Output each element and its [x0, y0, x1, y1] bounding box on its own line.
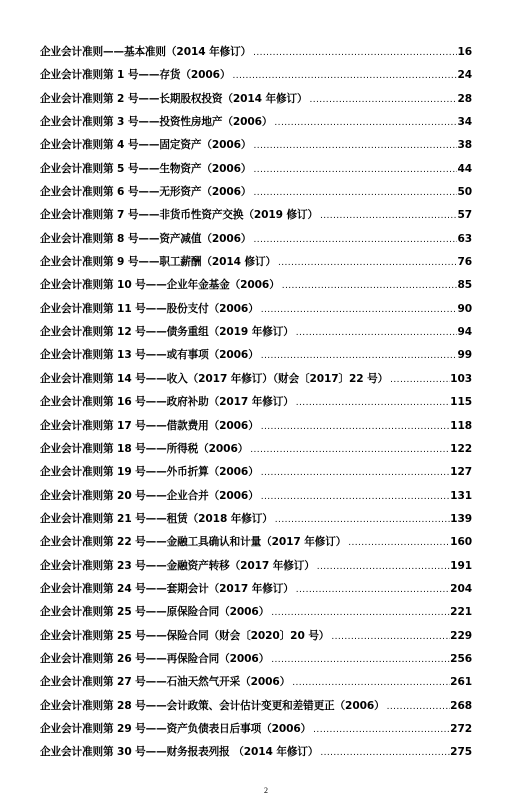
toc-entry-title: 企业会计准则第 8 号——资产减值（2006） — [40, 232, 252, 245]
toc-entry[interactable] — [40, 418, 472, 441]
toc-entry-page: 63 — [457, 232, 472, 245]
toc-leader-dots — [385, 702, 451, 712]
toc-entry-title: 企业会计准则第 3 号——投资性房地产（2006） — [40, 116, 273, 129]
toc-entry-page: 99 — [457, 349, 472, 362]
toc-entry-page: 122 — [450, 442, 472, 455]
toc-entry[interactable] — [40, 464, 472, 487]
toc-entry-page: 76 — [457, 256, 472, 269]
toc-entry-page: 38 — [457, 139, 472, 152]
toc-entry-title: 企业会计准则第 12 号——债务重组（2019 年修订） — [40, 326, 294, 339]
toc-entry[interactable] — [40, 324, 472, 347]
toc-entry[interactable] — [40, 231, 472, 254]
toc-entry-page: 16 — [457, 46, 472, 58]
toc-entry-title: 企业会计准则第 9 号——职工薪酬（2014 修订） — [40, 256, 277, 269]
toc-leader-dots — [273, 515, 450, 525]
toc-entry-page: 24 — [457, 69, 472, 82]
toc-entry[interactable] — [40, 207, 472, 230]
toc-entry-page: 204 — [450, 582, 472, 595]
toc-entry-title: 企业会计准则第 23 号——金融资产转移（2017 年修订） — [40, 559, 315, 572]
toc-leader-dots — [272, 118, 457, 128]
toc-entry-title: 企业会计准则第 28 号——会计政策、会计估计变更和差错更正（2006） — [40, 699, 385, 712]
toc-leader-dots — [248, 445, 450, 455]
toc-leader-dots — [318, 748, 450, 758]
toc-entry[interactable] — [40, 301, 472, 324]
toc-leader-dots — [388, 375, 450, 385]
toc-leader-dots — [308, 95, 458, 105]
toc-leader-dots — [294, 585, 450, 595]
toc-entry-title: 企业会计准则第 2 号——长期股权投资（2014 年修订） — [40, 92, 308, 105]
toc-entry[interactable] — [40, 581, 472, 604]
toc-entry[interactable] — [40, 604, 472, 627]
toc-leader-dots — [276, 258, 457, 268]
toc-entry[interactable] — [40, 371, 472, 394]
toc-leader-dots — [251, 141, 457, 151]
toc-entry[interactable] — [40, 161, 472, 184]
toc-leader-dots — [269, 608, 450, 618]
toc-entry[interactable] — [40, 534, 472, 557]
toc-entry-page: 115 — [450, 396, 472, 409]
toc-entry[interactable] — [40, 511, 472, 534]
toc-entry-page: 103 — [450, 372, 472, 385]
toc-entry-page: 131 — [450, 489, 472, 502]
toc-entry-page: 57 — [457, 209, 472, 222]
toc-entry-title: 企业会计准则第 17 号——借款费用（2006） — [40, 419, 259, 432]
toc-entry[interactable] — [40, 394, 472, 417]
toc-leader-dots — [251, 235, 457, 245]
toc-entry[interactable] — [40, 441, 472, 464]
toc-entry-page: 127 — [450, 466, 472, 479]
toc-leader-dots — [280, 281, 458, 291]
toc-entry[interactable] — [40, 698, 472, 721]
toc-leader-dots — [269, 655, 450, 665]
toc-entry-page: 229 — [450, 629, 472, 642]
toc-entry-page: 28 — [457, 92, 472, 105]
toc-entry-title: 企业会计准则第 16 号——政府补助（2017 年修订） — [40, 396, 294, 409]
toc-entry-page: 261 — [450, 676, 472, 689]
toc-entry-title: 企业会计准则第 14 号——收入（2017 年修订）（财会〔2017〕22 号） — [40, 372, 389, 385]
toc-leader-dots — [294, 398, 450, 408]
toc-entry-page: 256 — [450, 652, 472, 665]
toc-entry-title: 企业会计准则第 13 号——或有事项（2006） — [40, 349, 259, 362]
toc-entry[interactable] — [40, 651, 472, 674]
toc-entry-title: 企业会计准则第 1 号——存货（2006） — [40, 69, 231, 82]
toc-entry[interactable] — [40, 137, 472, 160]
toc-leader-dots — [259, 468, 450, 478]
toc-leader-dots — [251, 48, 457, 58]
toc-entry-page: 272 — [450, 722, 472, 735]
toc-entry[interactable] — [40, 91, 472, 114]
toc-entry[interactable] — [40, 558, 472, 581]
toc-leader-dots — [259, 351, 458, 361]
toc-entry-title: 企业会计准则第 25 号——原保险合同（2006） — [40, 606, 270, 619]
toc-leader-dots — [259, 422, 450, 432]
toc-entry[interactable] — [40, 674, 472, 697]
toc-entry-title: 企业会计准则第 4 号——固定资产（2006） — [40, 139, 252, 152]
toc-entry[interactable] — [40, 744, 472, 767]
toc-entry[interactable] — [40, 44, 472, 67]
toc-entry[interactable] — [40, 488, 472, 511]
toc-entry-page: 275 — [450, 746, 472, 759]
toc-leader-dots — [311, 725, 450, 735]
toc-entry[interactable] — [40, 114, 472, 137]
toc-entry-title: 企业会计准则第 18 号——所得税（2006） — [40, 442, 249, 455]
toc-leader-dots — [230, 71, 457, 81]
toc-entry-page: 34 — [457, 116, 472, 129]
toc-entry-title: 企业会计准则第 11 号——股份支付（2006） — [40, 302, 259, 315]
toc-entry-page: 118 — [450, 419, 472, 432]
toc-entry-page: 191 — [450, 559, 472, 572]
toc-entry-page: 50 — [457, 186, 472, 199]
toc-entry-title: 企业会计准则第 7 号——非货币性资产交换（2019 修订） — [40, 209, 318, 222]
toc-entry-title: 企业会计准则第 19 号——外币折算（2006） — [40, 466, 259, 479]
toc-leader-dots — [346, 538, 450, 548]
toc-entry-title: 企业会计准则第 22 号——金融工具确认和计量（2017 年修订） — [40, 536, 347, 549]
toc-entry-title: 企业会计准则第 24 号——套期会计（2017 年修订） — [40, 582, 294, 595]
table-of-contents — [40, 44, 472, 768]
toc-leader-dots — [315, 562, 450, 572]
toc-entry-title: 企业会计准则第 5 号——生物资产（2006） — [40, 162, 252, 175]
toc-leader-dots — [251, 188, 457, 198]
toc-entry-page: 268 — [450, 699, 472, 712]
toc-entry-title: 企业会计准则第 20 号——企业合并（2006） — [40, 489, 259, 502]
toc-entry-title: 企业会计准则第 6 号——无形资产（2006） — [40, 186, 252, 199]
toc-entry-page: 94 — [457, 326, 472, 339]
toc-leader-dots — [318, 211, 457, 221]
toc-entry-title: 企业会计准则第 26 号——再保险合同（2006） — [40, 652, 270, 665]
toc-entry-title: 企业会计准则第 21 号——租赁（2018 年修订） — [40, 512, 273, 525]
toc-entry-title: 企业会计准则第 25 号——保险合同（财会〔2020〕20 号） — [40, 629, 330, 642]
toc-entry-title: 企业会计准则——基本准则（2014 年修订） — [40, 46, 252, 58]
toc-entry[interactable] — [40, 628, 472, 651]
toc-entry[interactable] — [40, 721, 472, 744]
toc-leader-dots — [290, 678, 450, 688]
toc-leader-dots — [329, 632, 450, 642]
toc-entry-title: 企业会计准则第 30 号——财务报表列报 （2014 年修订） — [40, 746, 319, 759]
toc-leader-dots — [259, 492, 450, 502]
toc-entry-page: 90 — [457, 302, 472, 315]
toc-entry[interactable] — [40, 254, 472, 277]
toc-entry[interactable] — [40, 347, 472, 370]
toc-entry-page: 139 — [450, 512, 472, 525]
toc-entry-page: 85 — [457, 279, 472, 292]
toc-entry-title: 企业会计准则第 27 号——石油天然气开采（2006） — [40, 676, 291, 689]
toc-entry-page: 160 — [450, 536, 472, 549]
toc-entry-page: 44 — [457, 162, 472, 175]
page-number: 2 — [264, 786, 268, 795]
toc-leader-dots — [259, 305, 458, 315]
toc-entry[interactable] — [40, 67, 472, 90]
toc-entry[interactable] — [40, 184, 472, 207]
toc-leader-dots — [251, 165, 457, 175]
toc-entry[interactable] — [40, 277, 472, 300]
toc-entry-page: 221 — [450, 606, 472, 619]
toc-leader-dots — [294, 328, 458, 338]
toc-entry-title: 企业会计准则第 29 号——资产负债表日后事项（2006） — [40, 722, 312, 735]
toc-entry-title: 企业会计准则第 10 号——企业年金基金（2006） — [40, 279, 280, 292]
